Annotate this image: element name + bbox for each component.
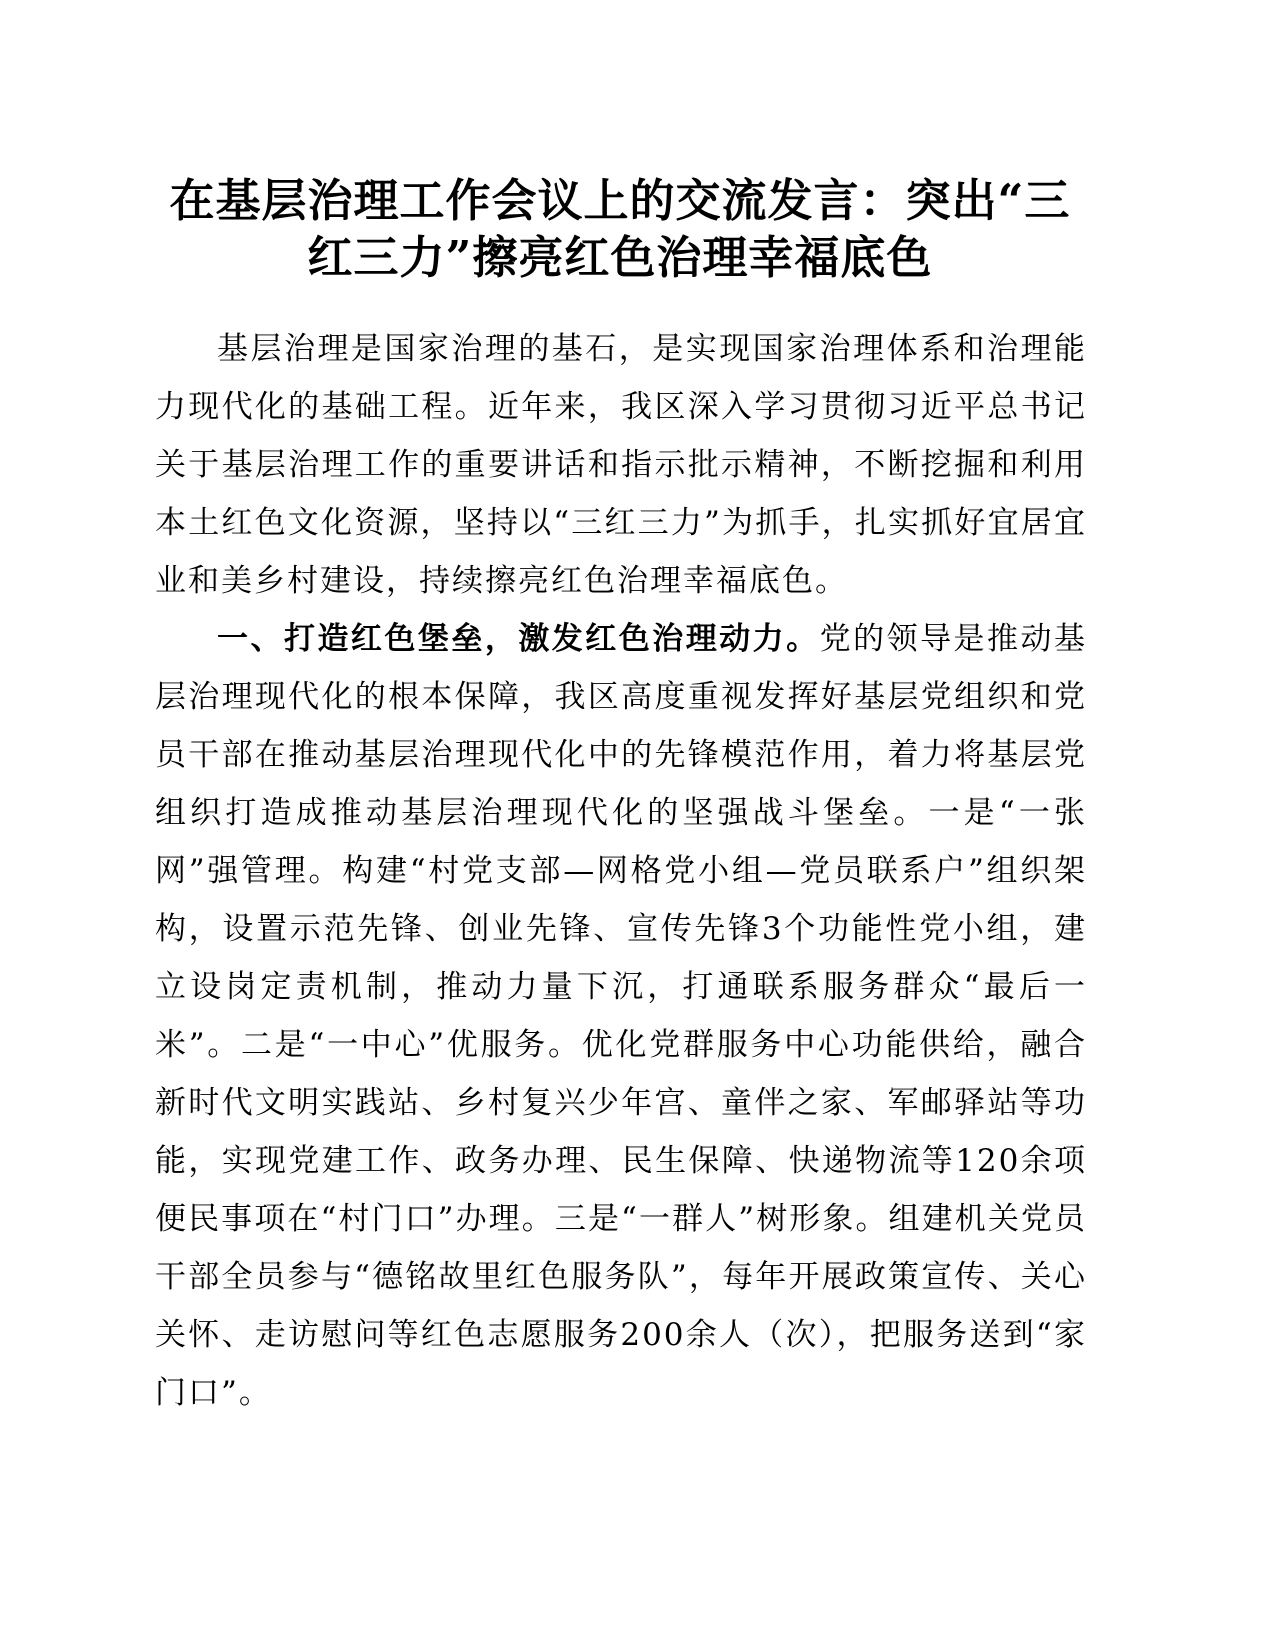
intro-paragraph bbox=[155, 320, 1087, 610]
section-one-text: 党的领导是推动基层治理现代化的根本保障，我区高度重视发挥好基层党组织和党员干部在推动基层治理现代化中的先锋模范作用，着力将基层党组织打造成推动基层治理现代化的坚强战斗堡垒。一是“一张网”强管理。构建“村党支部—网格党小组—党员联系户”组织架构，设置示范先锋、创业先锋、宣传先锋3个功能性党小组，建立设岗定责机制，推动力量下沉，打通联系服务群众“最后一米”。二是“一中心”优服务。优化党群服务中心功能供给，融合新时代文明实践站、乡村复兴少年宫、童伴之家、军邮驿站等功能，实现党建工作、政务办理、民生保障、快递物流等120余项便民事项在“村门口”办理。三是“一群人”树形象。组建机关党员干部全员参与“德铭故里红色服务队”，每年开展政策宣传、关心关怀、走访慰问等红色志愿服务200余人（次），把服务送到“家门口”。 bbox=[155, 621, 1087, 1411]
document-body bbox=[155, 320, 1087, 1422]
section-one-heading: 一、打造红色堡垒，激发红色治理动力。 bbox=[217, 621, 820, 657]
section-one-paragraph bbox=[155, 610, 1087, 1422]
document-title: 在基层治理工作会议上的交流发言：突出“三红三力”擦亮红色治理幸福底色 bbox=[169, 174, 1071, 284]
intro-paragraph-text: 基层治理是国家治理的基石，是实现国家治理体系和治理能力现代化的基础工程。近年来，我区深入学习贯彻习近平总书记关于基层治理工作的重要讲话和指示批示精神，不断挖掘和利用本土红色文化资源，坚持以“三红三力”为抓手，扎实抓好宜居宜业和美乡村建设，持续擦亮红色治理幸福底色。 bbox=[155, 331, 1087, 599]
